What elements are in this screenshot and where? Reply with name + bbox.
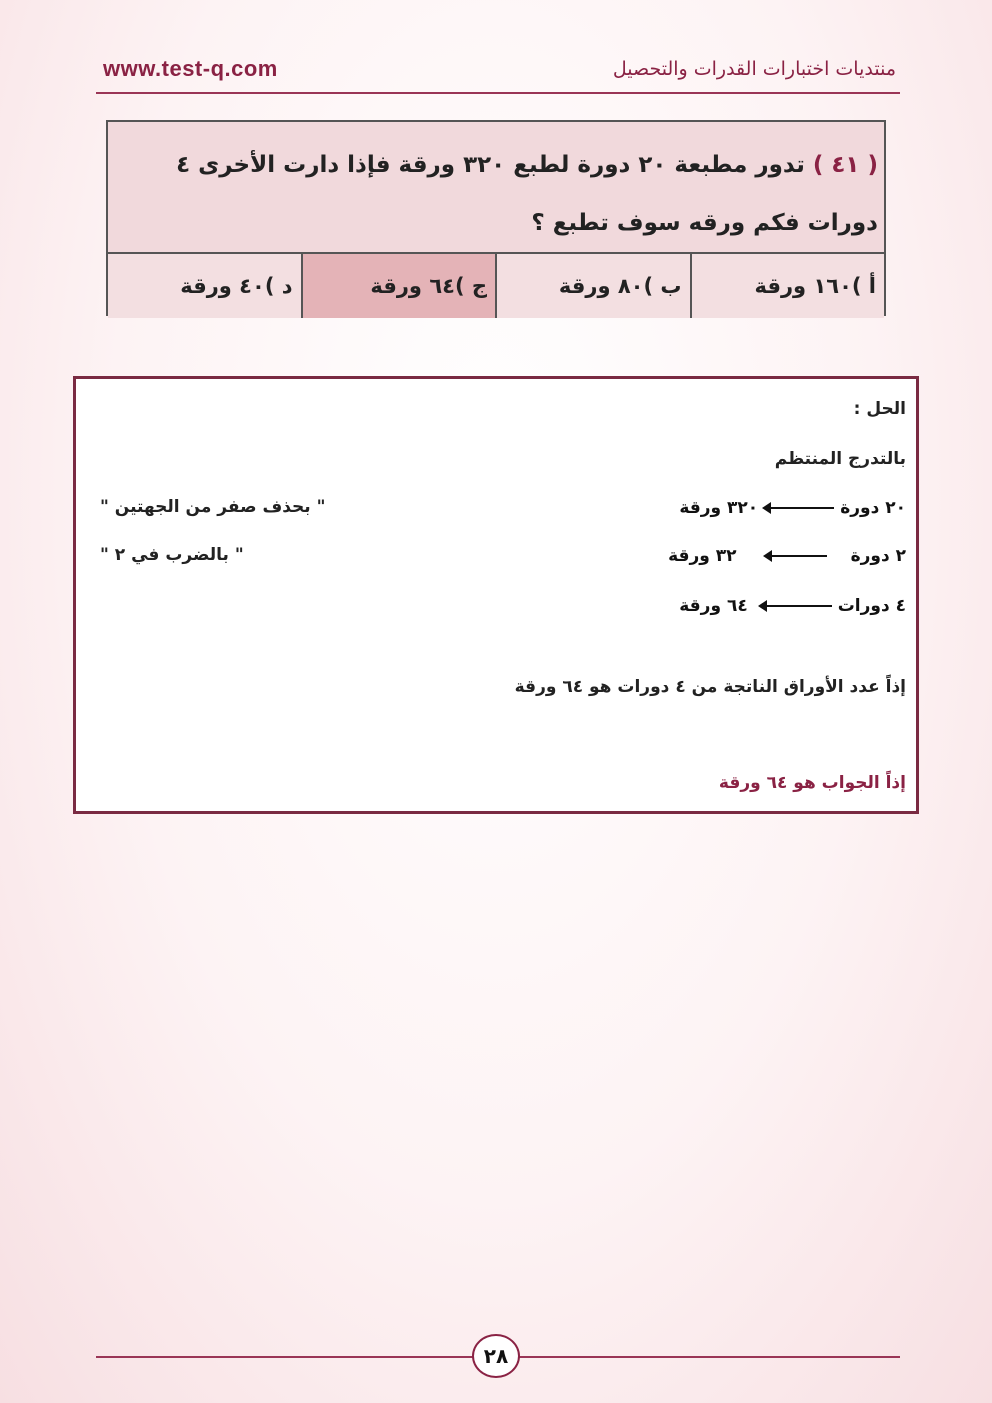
solution-row	[668, 543, 906, 569]
arrow-left-icon	[764, 507, 834, 509]
option-d[interactable]: د )٤٠ ورقة	[108, 254, 301, 318]
site-url[interactable]: www.test-q.com	[103, 56, 278, 81]
arrow-left-icon	[760, 605, 832, 607]
row-turns: ٢ دورة	[850, 546, 906, 566]
final-answer: إذاً الجواب هو ٦٤ ورقة	[718, 773, 906, 793]
question-text-block	[114, 136, 878, 254]
row-sheets: ٣٢ ورقة	[668, 546, 737, 566]
forum-title: منتديات اختبارات القدرات والتحصيل	[612, 58, 896, 80]
header-divider	[96, 92, 900, 94]
solution-conclusion: إذاً عدد الأوراق الناتجة من ٤ دورات هو ٦٤ ورقة	[514, 677, 906, 697]
option-a[interactable]: أ )١٦٠ ورقة	[690, 254, 885, 318]
row-note: " بحذف صفر من الجهتين "	[100, 497, 326, 517]
question-box	[106, 120, 886, 316]
row-turns: ٤ دورات	[837, 596, 906, 616]
arrow-left-icon	[765, 555, 827, 557]
options-row	[108, 252, 884, 318]
row-note: " بالضرب في ٢ "	[100, 545, 244, 565]
question-text: تدور مطبعة ٢٠ دورة لطبع ٣٢٠ ورقة فإذا دارت الأخرى ٤ دورات فكم ورقه سوف تطبع ؟	[176, 152, 878, 236]
row-turns: ٢٠ دورة	[840, 498, 906, 518]
question-number: ( ٤١ )	[812, 152, 878, 178]
option-c-correct[interactable]: ج )٦٤ ورقة	[301, 254, 496, 318]
option-b[interactable]: ب )٨٠ ورقة	[495, 254, 690, 318]
solution-row	[679, 495, 906, 521]
solution-box	[73, 376, 919, 814]
row-sheets: ٦٤ ورقة	[679, 596, 748, 616]
solution-heading: الحل :	[853, 399, 906, 419]
row-sheets: ٣٢٠ ورقة	[679, 498, 759, 518]
solution-row	[679, 593, 906, 619]
page-number: ٢٨	[472, 1334, 520, 1378]
solution-method: بالتدرج المنتظم	[774, 449, 906, 469]
